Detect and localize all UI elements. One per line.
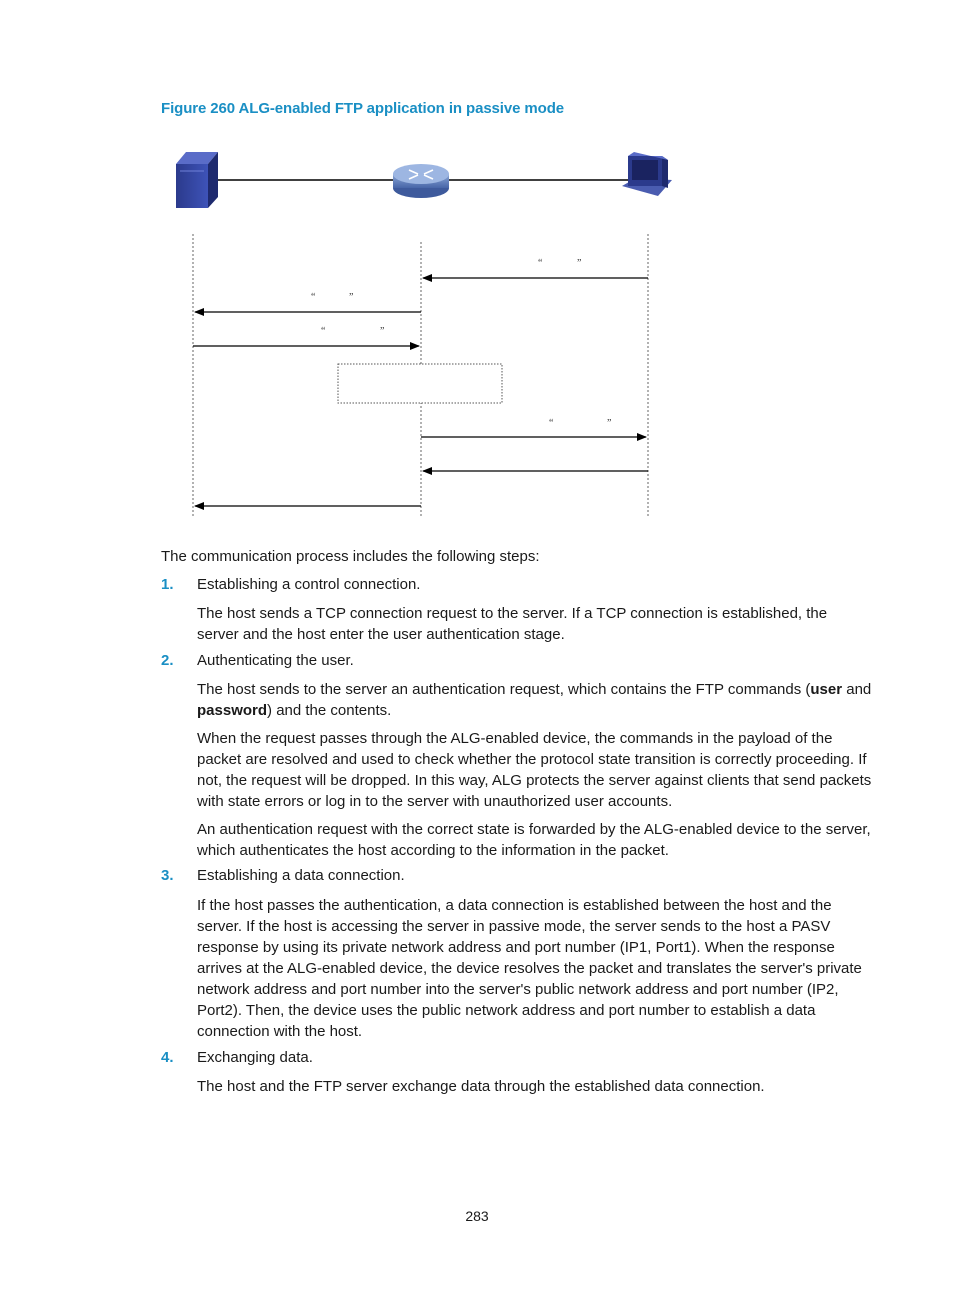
step-title: Authenticating the user. [197, 652, 354, 669]
step-2-paragraph-1 [197, 679, 872, 721]
text-run: ) and the contents. [267, 702, 392, 719]
label-quote-close-3: ” [380, 326, 385, 337]
host-computer-icon [622, 152, 672, 196]
text-run: and [842, 681, 872, 698]
step-number: 4. [161, 1049, 174, 1066]
step-4-paragraph: The host and the FTP server exchange data through the established data connection. [197, 1078, 765, 1095]
label-quote-close-4: ” [607, 418, 612, 429]
step-1-paragraph: The host sends a TCP connection request to the server. If a TCP connection is established, the server and the host enter the user authentication stage. [197, 605, 828, 643]
step-title: Exchanging data. [197, 1049, 313, 1066]
router-icon [393, 164, 449, 198]
label-quote-close-1: ” [577, 258, 582, 269]
label-quote-close-2: ” [349, 292, 354, 303]
step-title: Establishing a data connection. [197, 867, 405, 884]
label-quote-open-4: “ [549, 418, 554, 429]
figure-caption: Figure 260 ALG-enabled FTP application in passive mode [161, 100, 565, 117]
text-run: The host sends to the server an authentication request, which contains the FTP commands ( [197, 681, 811, 698]
step-3-paragraph: If the host passes the authentication, a data connection is established between the host and the server. If the host is accessing the server in passive mode, the server sends to the host a PASV response by using its private network address and port number (IP1, Port1). When the response arrives at the ALG-enabled device, the device resolves the packet and translates the server's private network address and port number into the server's public network address and port number (IP2, Port2). Then, the device uses the public network address and port number to establish a data connection with the host. [197, 897, 862, 1040]
intro-text: The communication process includes the following steps: [161, 548, 540, 565]
device-process-box [338, 364, 502, 403]
step-title: Establishing a control connection. [197, 576, 421, 593]
step-number: 1. [161, 576, 174, 593]
step-2-paragraph-2: When the request passes through the ALG-enabled device, the commands in the payload of the packet are resolved and used to check whether the protocol state transition is correctly proceeding. If not, the request will be dropped. In this way, ALG protects the server against clients that send packets with state errors or log in to the server with unauthorized user accounts. [197, 730, 872, 810]
label-quote-open-3: “ [321, 326, 326, 337]
step-number: 3. [161, 867, 174, 884]
page-number: 283 [465, 1208, 489, 1224]
step-2-paragraph-3: An authentication request with the correct state is forwarded by the ALG-enabled device to the server, which authenticates the host according to the information in the packet. [197, 821, 871, 859]
command-password: password [197, 702, 268, 719]
step-number: 2. [161, 652, 174, 669]
command-user: user [810, 681, 843, 698]
sequence-diagram [0, 0, 954, 540]
server-icon [176, 152, 218, 208]
label-quote-open-1: “ [538, 258, 543, 269]
label-quote-open-2: “ [311, 292, 316, 303]
